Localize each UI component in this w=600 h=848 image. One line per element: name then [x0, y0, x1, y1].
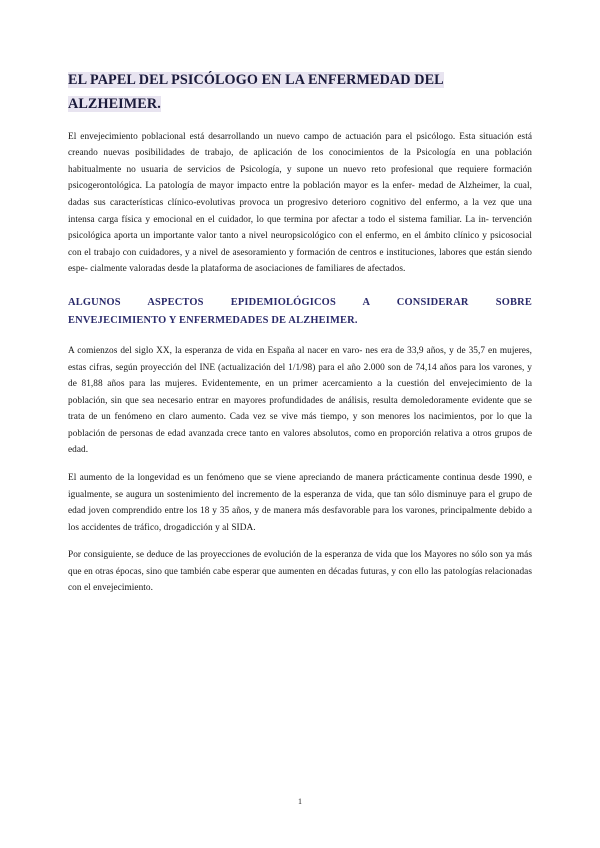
page-number: 1: [298, 797, 302, 806]
section-heading: [68, 294, 532, 330]
body-paragraph: El aumento de la longevidad es un fenómeno que se viene apreciando de manera prácticamente continua desde 1990, e igualmente, se augura un sostenimiento del incremento de la esperanza de vida, que tan sólo disminuye para el grupo de edad joven comprendido entre los 18 y 35 años, y de manera más desfavorable para los varones, principalmente debido a los accidentes de tráfico, drogadicción y al SIDA.: [68, 473, 532, 533]
body-paragraph: A comienzos del siglo XX, la esperanza de vida en España al nacer en varo- nes era de 33,9 años, y de 35,7 en mujeres, estas cifras, según proyección del INE (actualización del 1/1/98) para el año 2.000 son de 74,14 años para los varones, y de 81,88 años para las mujeres. Evidentemente, en un primer acercamiento a la cuestión del envejecimiento de la población, sin que sea necesario entrar en mayores profundidades de análisis, resulta demoledoramente evidente que se trata de un fenómeno en claro aumento. Cada vez se vive más tiempo, y son menores los nacimientos, por lo que la población de personas de edad avanzada crece tanto en valores absolutos, como en proporción relativa a otros grupos de edad.: [68, 346, 532, 456]
section-heading-line-2: ENVEJECIMIENTO Y ENFERMEDADES DE ALZHEIMER.: [68, 314, 358, 326]
body-paragraph: Por consiguiente, se deduce de las proyecciones de evolución de la esperanza de vida que los Mayores no sólo son ya más que en otras épocas, sino que también cabe esperar que aumenten en décadas futuras, y con ello las patologías relacionadas con el envejecimiento.: [68, 550, 532, 594]
document-title-container: [68, 68, 532, 117]
section-heading-line-1: ALGUNOS ASPECTOS EPIDEMIOLÓGICOS A CONSIDERAR SOBRE: [68, 296, 532, 308]
intro-paragraph: El envejecimiento poblacional está desarrollando un nuevo campo de actuación para el psicólogo. Esta situación está creando nuevas posibilidades de trabajo, de aplicación de los conocimientos de la Psicología en una población habitualmente no usuaria de servicios de Psicología, y supone un nuevo reto profesional que requiere formación psicogerontológica. La patología de mayor impacto entre la población mayor es la enfer- medad de Alzheimer, la cual, dadas sus características clínico-evolutivas provoca un progresivo deterioro cognitivo del enfermo, a la vez que una intensa carga física y emocional en el cuidador, lo que termina por afectar a todo el sistema familiar. La in- tervención psicológica aporta un importante valor tanto a nivel neuropsicológico con el enfermo, en el ámbito clínico y psicosocial con el trabajo con cuidadores, y a nivel de asesoramiento y formación de centros e instituciones, labores que están siendo espe- cialmente valoradas desde la plataforma de asociaciones de familiares de afectados.: [68, 131, 532, 275]
page-title: EL PAPEL DEL PSICÓLOGO EN LA ENFERMEDAD DEL ALZHEIMER.: [68, 72, 444, 113]
